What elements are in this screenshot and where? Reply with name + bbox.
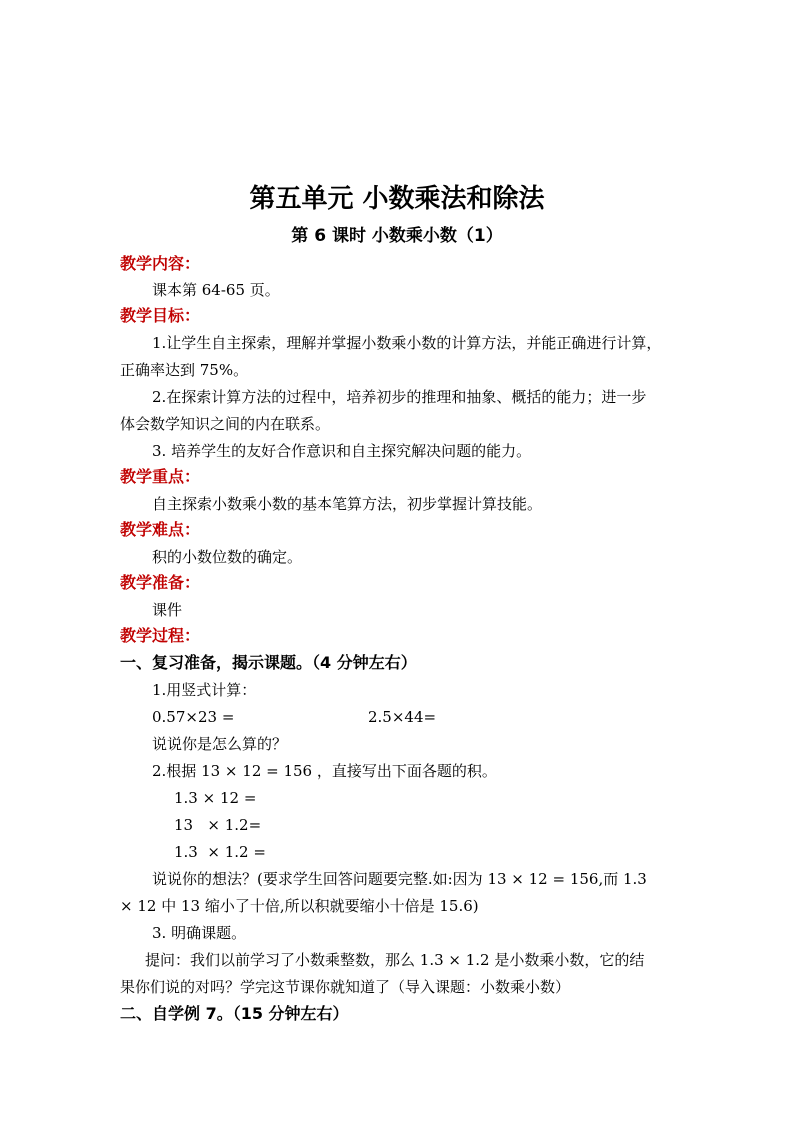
difficulties-text: 积的小数位数的确定。 — [152, 548, 303, 566]
heading-content: 教学内容： — [120, 254, 201, 273]
content-text: 课本第 64-65 页。 — [152, 281, 280, 299]
goal-line-4: 体会数学知识之间的内在联系。 — [120, 415, 331, 433]
key-points-text: 自主探索小数乘小数的基本笔算方法，初步掌握计算技能。 — [152, 495, 543, 513]
goal-line-1: 1.让学生自主探索，理解并掌握小数乘小数的计算方法，并能正确进行计算， — [152, 334, 662, 352]
section-2-title: 二、自学例 7。（15 分钟左右） — [120, 1004, 349, 1023]
goal-line-2: 正确率达到 75%。 — [120, 361, 249, 379]
calc-b: 2.5×44= — [368, 708, 437, 726]
calc-a: 0.57×23 = — [152, 708, 235, 726]
s1-item-2: 2.根据 13 × 12 = 156 ，直接写出下面各题的积。 — [152, 762, 497, 780]
lesson-subtitle: 第 6 课时 小数乘小数（1） — [291, 226, 503, 246]
question-2: 13 × 1.2= — [174, 816, 262, 834]
goal-line-5: 3. 培养学生的友好合作意识和自主探究解决问题的能力。 — [152, 442, 532, 460]
s1-item-3: 3. 明确课题。 — [152, 924, 247, 942]
heading-difficulties: 教学难点： — [120, 520, 201, 539]
ask-2-line-2: 果你们说的对吗？学完这节课你就知道了（导入课题：小数乘小数） — [120, 978, 571, 996]
heading-goals: 教学目标： — [120, 306, 201, 325]
s1-ask-1: 说说你是怎么算的？ — [152, 735, 288, 753]
preparation-text: 课件 — [152, 601, 183, 619]
heading-process: 教学过程： — [120, 626, 201, 645]
s1-item-1: 1.用竖式计算： — [152, 681, 257, 699]
question-1: 1.3 × 12 = — [174, 789, 257, 807]
goal-line-3: 2.在探索计算方法的过程中，培养初步的推理和抽象、概括的能力；进一步 — [152, 388, 647, 406]
section-1-title: 一、复习准备，揭示课题。（4 分钟左右） — [120, 653, 417, 672]
think-line-2: × 12 中 13 缩小了十倍,所以积就要缩小十倍是 15.6) — [120, 897, 479, 915]
question-3: 1.3 × 1.2 = — [174, 843, 266, 861]
unit-title: 第五单元 小数乘法和除法 — [249, 184, 545, 214]
ask-2-line-1: 提问：我们以前学习了小数乘整数，那么 1.3 × 1.2 是小数乘小数，它的结 — [145, 951, 645, 969]
heading-key-points: 教学重点： — [120, 467, 201, 486]
think-line-1: 说说你的想法？(要求学生回答问题要完整.如:因为 13 × 12 = 156,而 1.3 — [152, 870, 647, 888]
heading-preparation: 教学准备： — [120, 573, 201, 592]
